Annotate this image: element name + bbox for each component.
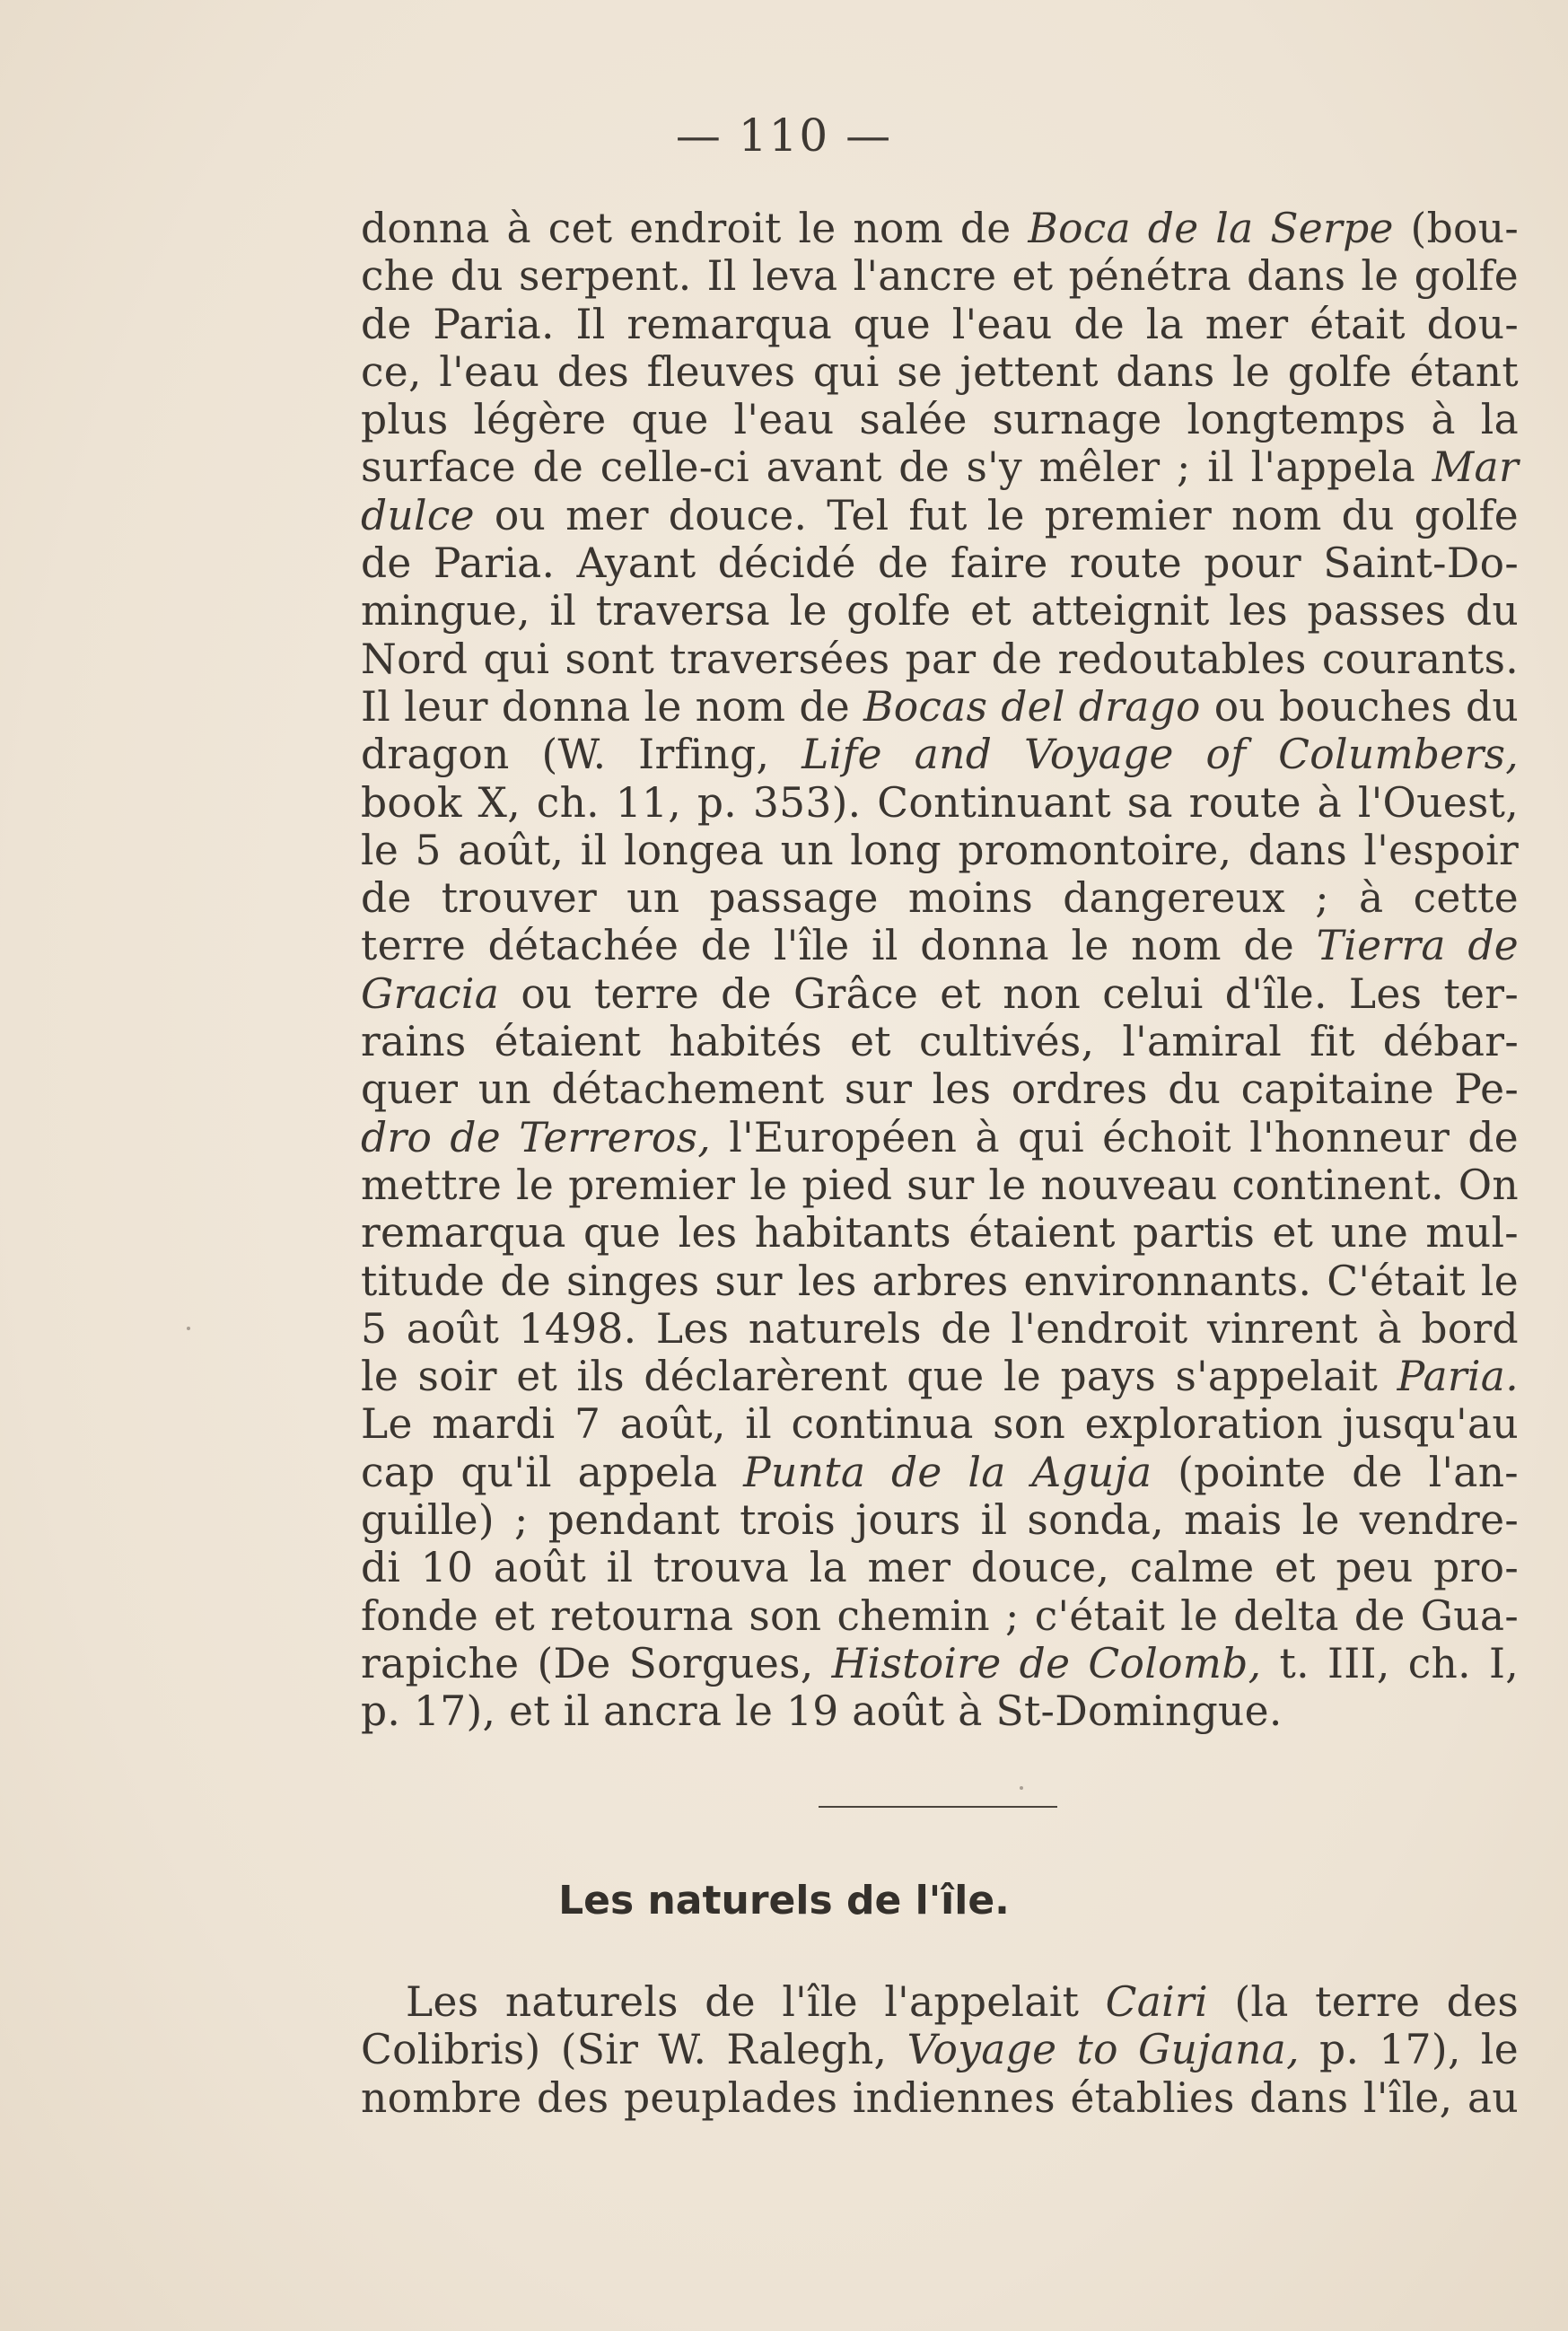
italic-text: dulce <box>361 491 475 539</box>
text-segment: cap qu'il appela <box>361 1448 744 1496</box>
text-segment: Colibris) (Sir W. Ralegh, <box>361 2026 907 2074</box>
text-line <box>361 731 1519 778</box>
page-number: — 110 — <box>675 110 893 162</box>
text-line <box>361 348 1519 396</box>
text-segment: dragon (W. Irfing, <box>361 731 802 779</box>
italic-text: Boca de la Serpe <box>1028 205 1394 252</box>
text-line <box>361 1496 1519 1544</box>
text-segment: t. III, ch. I, <box>1261 1639 1519 1687</box>
text-segment: terre détachée de l'île il donna le nom de <box>361 922 1317 970</box>
italic-text: Gracia <box>361 969 500 1018</box>
text-segment: donna à cet endroit le nom de <box>361 205 1029 252</box>
text-line <box>361 1640 1519 1687</box>
ink-speck <box>187 1327 190 1330</box>
text-line <box>361 443 1519 491</box>
text-segment: di 10 août il trouva la mer douce, calme et peu pro- <box>361 1544 1519 1592</box>
text-line <box>361 1544 1519 1591</box>
italic-text: Punta de la Aguja <box>743 1448 1152 1496</box>
text-line <box>361 683 1519 731</box>
text-segment: (la terre des <box>1207 1978 1519 2026</box>
italic-text: Histoire de Colomb, <box>831 1639 1262 1687</box>
text-segment: Les naturels de l'île l'appelait <box>406 1978 1106 2026</box>
text-line <box>361 1161 1519 1209</box>
italic-text: Mar <box>1432 443 1519 492</box>
text-line <box>361 779 1519 827</box>
text-line <box>361 1114 1519 1161</box>
text-line <box>361 2074 1519 2122</box>
text-line <box>361 205 1519 252</box>
text-segment: ou bouches du <box>1200 682 1520 731</box>
text-segment: de Paria. Ayant décidé de faire route pour Saint-Do- <box>361 539 1519 588</box>
paragraph-naturels <box>361 1978 1519 2122</box>
text-segment: p. 17), le <box>1299 2026 1520 2074</box>
text-line <box>361 1258 1519 1305</box>
text-segment: quer un détachement sur les ordres du capitaine Pe- <box>361 1065 1519 1114</box>
text-line <box>361 539 1519 587</box>
text-segment: (pointe de l'an- <box>1152 1448 1519 1496</box>
italic-text: Cairi <box>1105 1978 1208 2026</box>
text-line <box>361 827 1519 874</box>
text-line <box>361 492 1519 539</box>
text-segment: rapiche (De Sorgues, <box>361 1639 832 1687</box>
text-segment: titude de singes sur les arbres environnants. C'était le <box>361 1257 1519 1305</box>
text-line <box>361 1400 1519 1448</box>
text-line <box>361 1449 1519 1496</box>
text-line <box>361 252 1519 300</box>
text-segment: che du serpent. Il leva l'ancre et pénétra dans le golfe <box>361 252 1519 301</box>
text-line <box>361 1018 1519 1065</box>
text-segment: ou mer douce. Tel fut le premier nom du golfe <box>474 491 1519 539</box>
text-segment: nombre des peuplades indiennes établies dans l'île, au <box>361 2073 1519 2122</box>
section-divider <box>819 1806 1057 1808</box>
text-line <box>361 1209 1519 1257</box>
text-segment: guille) ; pendant trois jours il sonda, mais le vendre- <box>361 1496 1519 1545</box>
text-segment: Le mardi 7 août, il continua son exploration jusqu'au <box>361 1400 1519 1449</box>
text-segment: 5 août 1498. Les naturels de l'endroit vinrent à bord <box>361 1304 1519 1353</box>
text-line <box>361 874 1519 922</box>
section-heading: Les naturels de l'île. <box>558 1878 1010 1924</box>
text-line <box>361 922 1519 969</box>
text-segment: book X, ch. 11, p. 353). Continuant sa route à l'Ouest, <box>361 778 1519 827</box>
text-segment: Il leur donna le nom de <box>361 682 863 731</box>
text-segment: surface de celle-ci avant de s'y mêler ; il l'appela <box>361 443 1432 492</box>
text-segment: le soir et ils déclarèrent que le pays s'appelait <box>361 1353 1397 1401</box>
ink-speck <box>1020 1786 1023 1790</box>
text-segment: (bou- <box>1393 205 1520 252</box>
italic-text: Bocas del drago <box>863 682 1201 731</box>
text-segment: mingue, il traversa le golfe et atteignit les passes du <box>361 587 1519 635</box>
text-line <box>361 1978 1519 2026</box>
italic-text: dro de Terreros, <box>361 1113 712 1161</box>
text-segment: rains étaient habités et cultivés, l'amiral fit débar- <box>361 1018 1519 1066</box>
paragraph-colomb-voyage <box>361 205 1519 1736</box>
text-line <box>361 1592 1519 1640</box>
text-segment: remarqua que les habitants étaient partis et une mul- <box>361 1209 1519 1258</box>
text-line <box>361 396 1519 443</box>
italic-text: Tierra de <box>1316 922 1520 970</box>
text-segment: de trouver un passage moins dangereux ; à cette <box>361 874 1519 923</box>
text-line <box>361 1065 1519 1113</box>
text-line <box>361 587 1519 635</box>
italic-text: Voyage to Gujana, <box>907 2026 1300 2074</box>
text-line <box>361 301 1519 348</box>
text-segment: fonde et retourna son chemin ; c'était le delta de Gua- <box>361 1591 1519 1640</box>
text-line <box>361 970 1519 1018</box>
text-segment: plus légère que l'eau salée surnage longtemps à la <box>361 396 1519 444</box>
text-segment: le 5 août, il longea un long promontoire, dans l'espoir <box>361 826 1519 874</box>
text-segment: ou terre de Grâce et non celui d'île. Les ter- <box>499 969 1519 1018</box>
text-segment: Nord qui sont traversées par de redoutables courants. <box>361 635 1519 683</box>
text-line <box>361 1353 1519 1400</box>
text-segment: p. 17), et il ancra le 19 août à St-Domingue. <box>361 1687 1283 1736</box>
text-segment: l'Européen à qui échoit l'honneur de <box>711 1113 1519 1161</box>
text-line <box>361 635 1519 683</box>
text-segment: mettre le premier le pied sur le nouveau continent. On <box>361 1161 1519 1209</box>
text-line <box>361 2026 1519 2073</box>
text-segment: de Paria. Il remarqua que l'eau de la mer était dou- <box>361 300 1519 348</box>
text-line <box>361 1687 1519 1735</box>
text-line <box>361 1305 1519 1353</box>
italic-text: Life and Voyage of Columbers, <box>802 731 1519 779</box>
italic-text: Paria. <box>1397 1353 1519 1401</box>
text-segment: ce, l'eau des fleuves qui se jettent dans le golfe étant <box>361 347 1519 396</box>
